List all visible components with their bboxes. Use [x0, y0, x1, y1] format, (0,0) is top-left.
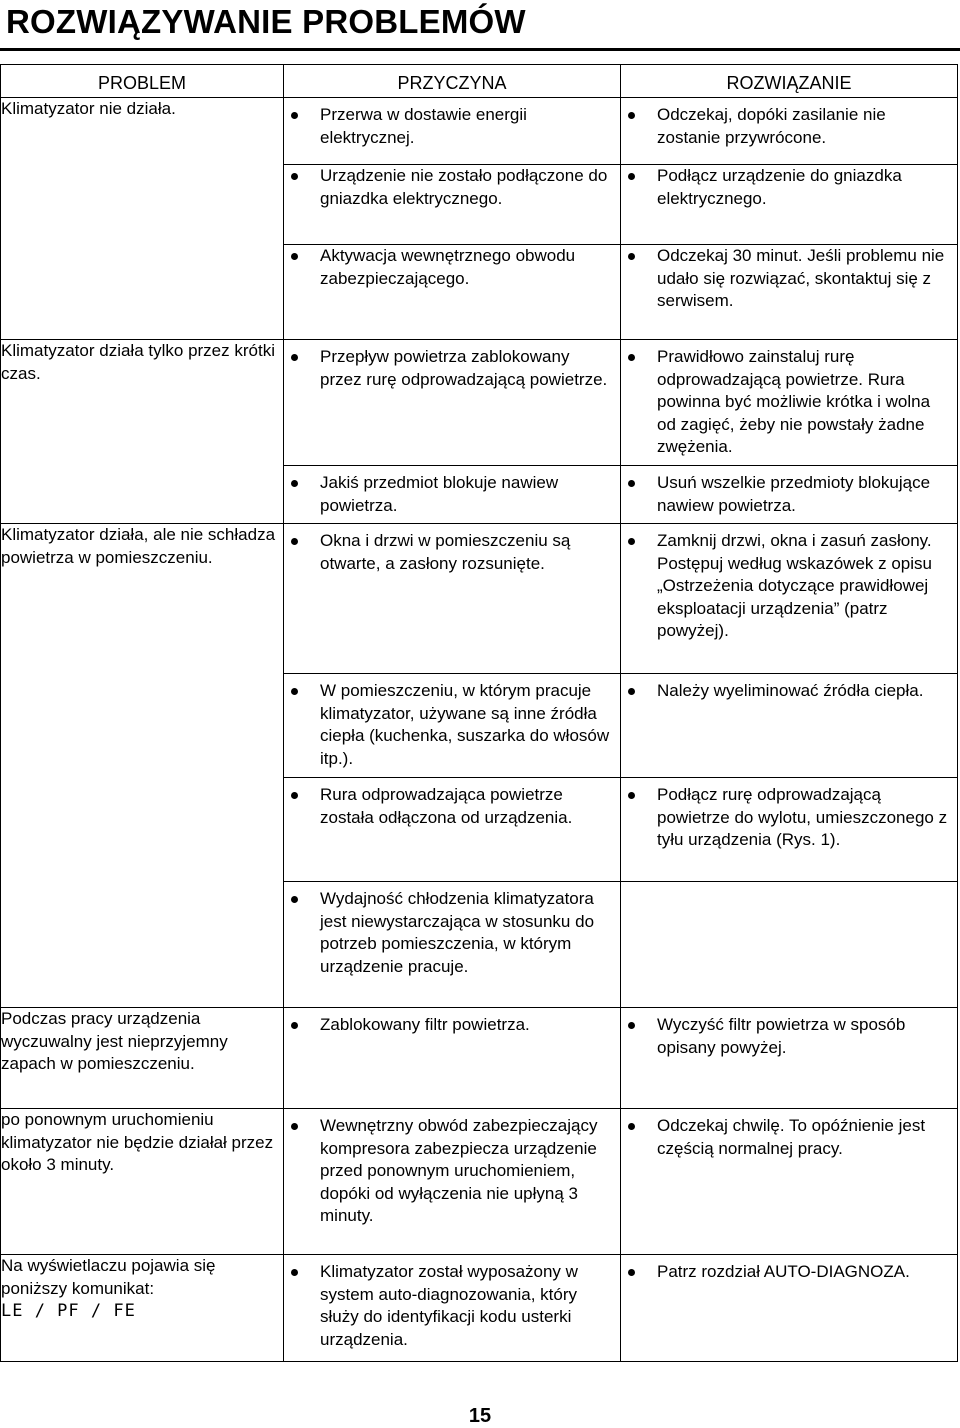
troubleshooting-table-container: [0, 64, 960, 1362]
solution-text: Podłącz urządzenie do gniazdka elektrycznego.: [657, 166, 902, 208]
bullet-icon: [290, 104, 320, 149]
problem-text: Podczas pracy urządzenia wyczuwalny jest nieprzyjemny zapach w pomieszczeniu.: [1, 1009, 228, 1073]
solution-cell: [621, 466, 958, 524]
bullet-icon: [627, 472, 657, 517]
solution-cell: [621, 340, 958, 466]
solution-text: Odczekaj chwilę. To opóźnienie jest częścią normalnej pracy.: [657, 1116, 926, 1158]
solution-cell: [621, 778, 958, 882]
problem-cell: [1, 1255, 284, 1362]
solution-text: Zamknij drzwi, okna i zasuń zasłony. Postępuj według wskazówek z opisu „Ostrzeżenia dotyczące prawidłowej eksploatacji urządzenia” (patrz powyżej).: [657, 531, 932, 640]
solution-text: Usuń wszelkie przedmioty blokujące nawiew powietrza.: [657, 473, 931, 515]
solution-cell: [621, 674, 958, 778]
cause-text: Okna i drzwi w pomieszczeniu są otwarte, a zasłony rozsunięte.: [320, 531, 571, 573]
problem-text: Klimatyzator działa tylko przez krótki czas.: [1, 341, 275, 383]
table-row: [1, 1109, 958, 1255]
solution-text: Należy wyeliminować źródła ciepła.: [657, 681, 924, 700]
cause-cell: [284, 674, 621, 778]
solution-text: Podłącz rurę odprowadzającą powietrze do wylotu, umieszczonego z tyłu urządzenia (Rys. 1).: [657, 785, 948, 849]
bullet-icon: [290, 888, 320, 978]
cause-text: Urządzenie nie zostało podłączone do gniazdka elektrycznego.: [320, 166, 608, 208]
cause-text: Przerwa w dostawie energii elektrycznej.: [320, 105, 527, 147]
bullet-icon: [290, 165, 320, 210]
cause-cell: [284, 882, 621, 1008]
solution-text: Odczekaj 30 minut. Jeśli problemu nie udało się rozwiązać, skontaktuj się z serwisem.: [657, 246, 945, 310]
table-row: [1, 1255, 958, 1362]
problem-cell: [1, 1008, 284, 1109]
cause-text: Zablokowany filtr powietrza.: [320, 1015, 530, 1034]
problem-cell: [1, 98, 284, 340]
bullet-icon: [627, 530, 657, 643]
problem-cell: [1, 340, 284, 524]
bullet-icon: [290, 1115, 320, 1228]
problem-text: po ponownym uruchomieniu klimatyzator nie będzie działał przez około 3 minuty.: [1, 1110, 274, 1174]
title-divider: [0, 48, 960, 51]
error-code-display: LE / PF / FE: [1, 1301, 136, 1321]
table-row: [1, 340, 958, 466]
problem-text: Na wyświetlaczu pojawia się poniższy komunikat:: [1, 1256, 216, 1298]
problem-text: Klimatyzator nie działa.: [1, 99, 176, 118]
bullet-icon: [627, 165, 657, 210]
bullet-icon: [627, 104, 657, 149]
problem-cell: [1, 1109, 284, 1255]
bullet-icon: [290, 1261, 320, 1351]
table-row: [1, 1008, 958, 1109]
bullet-icon: [627, 1014, 657, 1059]
page-title: ROZWIĄZYWANIE PROBLEMÓW: [6, 3, 526, 40]
header-cause: PRZYCZYNA: [284, 65, 621, 98]
cause-text: Przepływ powietrza zablokowany przez rurę odprowadzającą powietrze.: [320, 347, 608, 389]
bullet-icon: [290, 245, 320, 290]
cause-cell: [284, 1008, 621, 1109]
cause-cell: [284, 245, 621, 340]
cause-cell: [284, 1109, 621, 1255]
bullet-icon: [290, 680, 320, 770]
cause-cell: [284, 340, 621, 466]
cause-cell: [284, 466, 621, 524]
solution-text: Odczekaj, dopóki zasilanie nie zostanie przywrócone.: [657, 105, 886, 147]
cause-text: Rura odprowadzająca powietrze została odłączona od urządzenia.: [320, 785, 573, 827]
bullet-icon: [627, 680, 657, 703]
troubleshooting-table: [0, 64, 958, 1362]
header-problem: PROBLEM: [1, 65, 284, 98]
solution-text: Wyczyść filtr powietrza w sposób opisany powyżej.: [657, 1015, 906, 1057]
solution-cell: [621, 1109, 958, 1255]
cause-cell: [284, 1255, 621, 1362]
cause-text: Wydajność chłodzenia klimatyzatora jest niewystarczająca w stosunku do potrzeb pomieszczenia, w którym urządzenie pracuje.: [320, 889, 595, 976]
bullet-icon: [290, 346, 320, 391]
cause-text: Wewnętrzny obwód zabezpieczający kompresora zabezpiecza urządzenie przed ponownym uruchomieniem, dopóki od wyłączenia nie upłyną 3 minuty.: [320, 1116, 598, 1225]
problem-cell: [1, 524, 284, 1008]
bullet-icon: [290, 530, 320, 575]
cause-cell: [284, 524, 621, 674]
cause-cell: [284, 98, 621, 165]
bullet-icon: [290, 784, 320, 829]
cause-text: Jakiś przedmiot blokuje nawiew powietrza.: [320, 473, 559, 515]
bullet-icon: [290, 1014, 320, 1037]
cause-text: Klimatyzator został wyposażony w system auto-diagnozowania, który służy do identyfikacji kodu usterki urządzenia.: [320, 1262, 578, 1349]
bullet-icon: [290, 472, 320, 517]
cause-text: W pomieszczeniu, w którym pracuje klimatyzator, używane są inne źródła ciepła (kuchenka, suszarka do włosów itp.).: [320, 681, 610, 768]
problem-text: Klimatyzator działa, ale nie schładza powietrza w pomieszczeniu.: [1, 525, 276, 567]
solution-cell: [621, 524, 958, 674]
bullet-icon: [627, 346, 657, 459]
solution-cell: [621, 1008, 958, 1109]
solution-text: Prawidłowo zainstaluj rurę odprowadzającą powietrze. Rura powinna być możliwie krótka i wolna od zagięć, żeby nie powstały żadne zwężenia.: [657, 347, 931, 456]
page-number: 15: [468, 1405, 492, 1427]
cause-cell: [284, 165, 621, 245]
bullet-icon: [627, 245, 657, 313]
bullet-icon: [627, 1115, 657, 1160]
bullet-icon: [627, 784, 657, 852]
solution-cell-empty: [621, 882, 958, 1008]
table-row: [1, 98, 958, 165]
bullet-icon: [627, 1261, 657, 1284]
solution-cell: [621, 1255, 958, 1362]
table-row: [1, 524, 958, 674]
header-solution: ROZWIĄZANIE: [621, 65, 958, 98]
solution-text: Patrz rozdział AUTO-DIAGNOZA.: [657, 1262, 910, 1281]
header-row: [1, 65, 958, 98]
cause-cell: [284, 778, 621, 882]
solution-cell: [621, 165, 958, 245]
solution-cell: [621, 245, 958, 340]
cause-text: Aktywacja wewnętrznego obwodu zabezpieczającego.: [320, 246, 576, 288]
solution-cell: [621, 98, 958, 165]
